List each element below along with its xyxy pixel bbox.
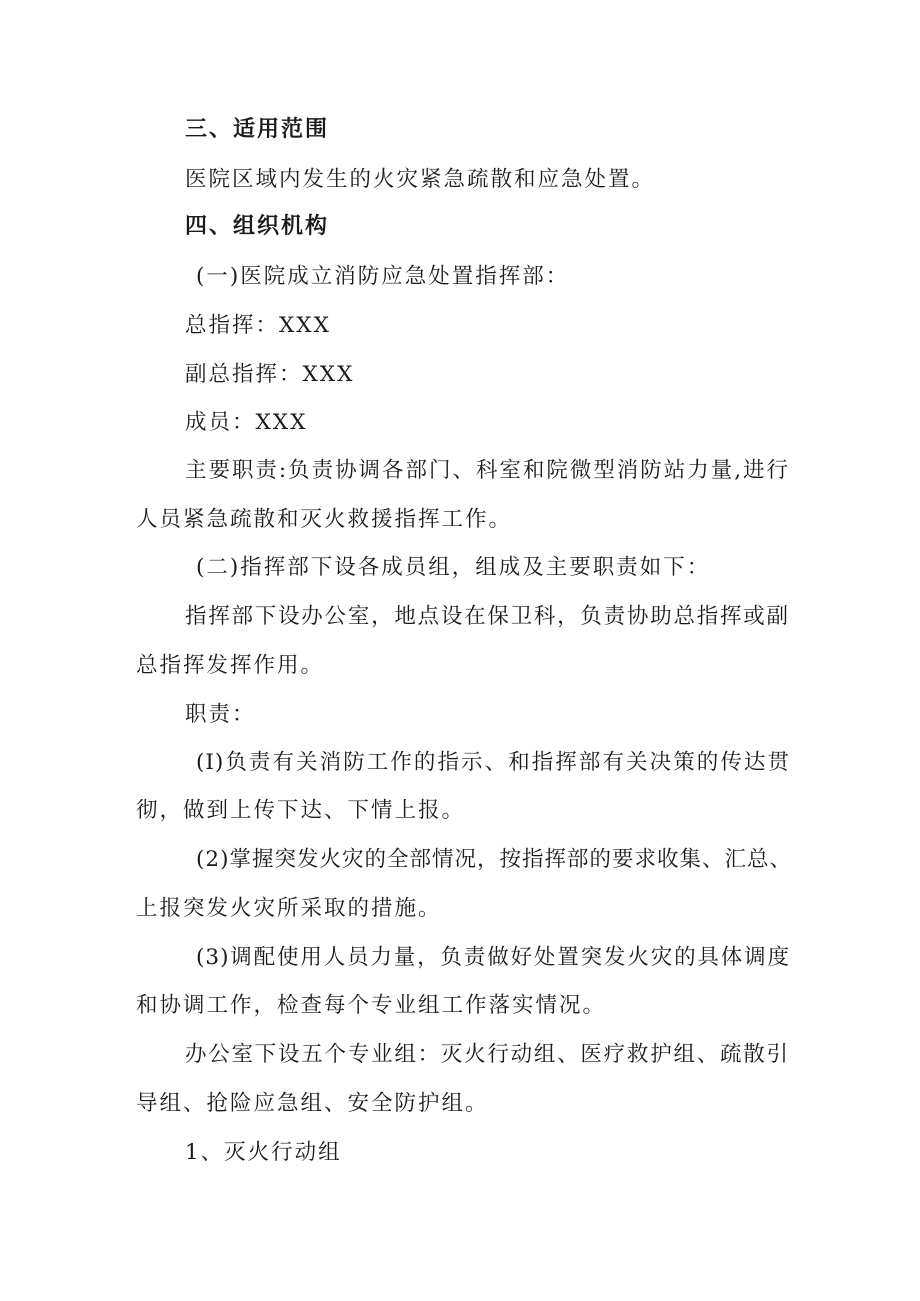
chief-commander-line: 总指挥：XXX: [185, 313, 331, 338]
duty-3-line-1: (3)调配使用人员力量，负责做好处置突发火灾的具体调度: [196, 945, 790, 970]
main-duties-line-1: 主要职责:负责协调各部门、科室和院微型消防站力量,进行: [185, 458, 789, 483]
duty-2-line-1: (2)掌握突发火灾的全部情况，按指挥部的要求收集、汇总、: [196, 847, 792, 872]
office-line-2: 总指挥发挥作用。: [136, 653, 325, 678]
members-line: 成员：XXX: [185, 410, 308, 435]
section-4-heading: 四、组织机构: [185, 214, 330, 239]
section-3-text: 医院区域内发生的火灾紧急疏散和应急处置。: [185, 167, 656, 192]
groups-line-1: 办公室下设五个专业组：灭火行动组、医疗救护组、疏散引: [185, 1042, 789, 1067]
section-3-heading: 三、适用范围: [185, 117, 330, 142]
duty-3-line-2: 和协调工作，检查每个专业组工作落实情况。: [136, 993, 607, 1018]
main-duties-line-2: 人员紧急疏散和灭火救援指挥工作。: [136, 507, 513, 532]
office-line-1: 指挥部下设办公室，地点设在保卫科，负责协助总指挥或副: [185, 604, 789, 629]
subsection-1-heading: (一)医院成立消防应急处置指挥部：: [196, 264, 570, 289]
subsection-2-heading: (二)指挥部下设各成员组，组成及主要职责如下：: [196, 555, 711, 580]
duty-2-line-2: 上报突发火灾所采取的措施。: [136, 896, 442, 921]
duties-label: 职责：: [185, 702, 256, 727]
duty-1-line-2: 彻，做到上传下达、下情上报。: [136, 798, 466, 823]
group-1-heading: 1、灭火行动组: [185, 1140, 342, 1165]
deputy-commander-line: 副总指挥：XXX: [185, 362, 355, 387]
groups-line-2: 导组、抢险应急组、安全防护组。: [136, 1091, 489, 1116]
duty-1-line-1: (I)负责有关消防工作的指示、和指挥部有关决策的传达贯: [196, 750, 790, 775]
